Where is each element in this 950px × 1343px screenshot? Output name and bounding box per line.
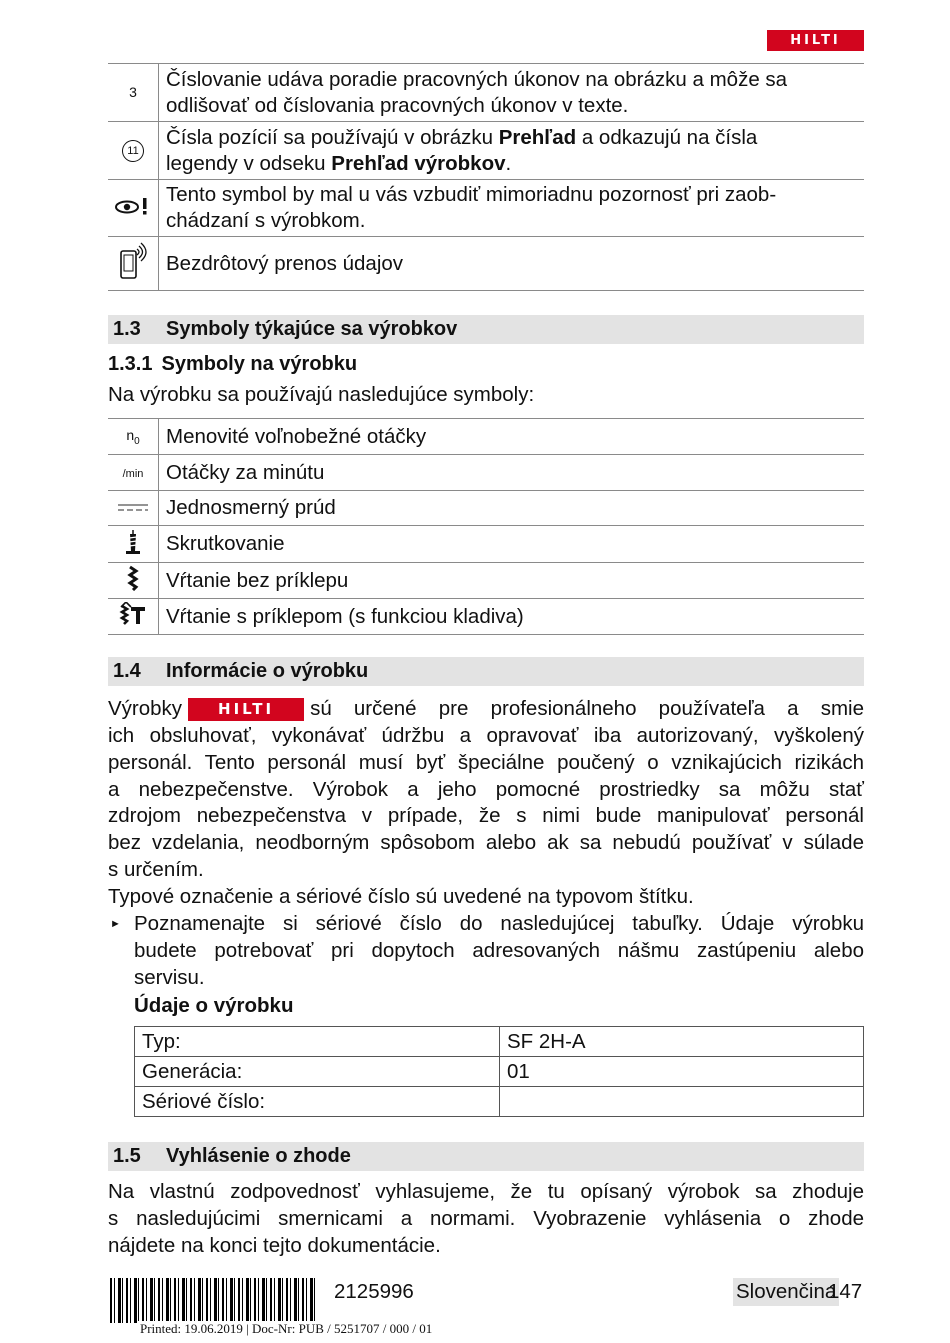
row-text: Vŕtanie s príklepom (s funkciou kladiva) <box>159 599 865 635</box>
table-row <box>108 122 864 180</box>
section-heading-1-4: 1.4 Informácie o výrobku <box>108 657 864 686</box>
row-text: odlišovať od číslovania pracovných úkonov v texte. <box>166 93 629 117</box>
info-line: personál. Tento personál musí byť špeciálne poučený o vznikajúcich rizikách <box>108 750 864 774</box>
info-line: a nebezpečenstve. Výrobok a jeho pomocné prostriedky sa môžu stať <box>108 777 864 801</box>
declaration-paragraph <box>108 1179 864 1259</box>
drilling-icon <box>108 563 159 599</box>
row-text: a odkazujú na čísla <box>576 125 758 149</box>
hammer-drilling-icon <box>108 599 159 635</box>
table-row <box>108 455 864 491</box>
cell-label: Typ: <box>135 1027 500 1057</box>
table-row <box>108 491 864 526</box>
cell-value: SF 2H-A <box>500 1027 864 1057</box>
section-heading-1-3: 1.3 Symboly týkajúce sa výrobkov <box>108 315 864 344</box>
cell-label: Sériové číslo: <box>135 1087 500 1117</box>
hilti-inline-logo: HILTI <box>188 698 304 721</box>
info-line: ich obsluhovať, vykonávať údržbu a opravovať iba autorizovaný, vyškolený <box>108 724 864 747</box>
position-number-icon: 11 <box>108 122 159 180</box>
product-data-table <box>134 1026 864 1117</box>
row-text: legendy v odseku <box>166 151 332 175</box>
table-row <box>108 419 864 455</box>
bullet-arrow-icon: ► <box>110 918 121 930</box>
print-info: Printed: 19.06.2019 | Doc-Nr: PUB / 5251707 / 000 / 01 <box>140 1321 433 1336</box>
wireless-phone-icon <box>108 237 159 291</box>
row-text: Menovité voľnobežné otáčky <box>159 419 865 455</box>
row-text: Otáčky za minútu <box>159 455 865 491</box>
info-line: bez vzdelania, neodborným spôsobom alebo ak sa nebudú používať v súlade <box>108 831 864 855</box>
doc-number: 2125996 <box>334 1280 414 1303</box>
row-text-bold: Prehľad <box>498 125 577 149</box>
info-line: zdrojom nebezpečenstva v prípade, že s nimi bude manipulovať personál <box>108 804 864 828</box>
info-lead: Výrobky <box>108 697 183 721</box>
row-text: Skrutkovanie <box>159 526 865 563</box>
table-row <box>135 1027 864 1057</box>
info-line: sú určené pre profesionálneho používateľa a smie <box>310 697 864 721</box>
language-label: Slovenčina <box>733 1278 839 1306</box>
intro-text: Na výrobku sa používajú nasledujúce symboly: <box>108 383 535 406</box>
decl-line: Na vlastnú zodpovednosť vyhlasujeme, že tu opísaný výrobok sa zhoduje <box>108 1180 864 1203</box>
table-row <box>108 563 864 599</box>
row-text: Jednosmerný prúd <box>159 491 865 526</box>
serial-number-field[interactable] <box>500 1087 864 1117</box>
row-text: Tento symbol by mal u vás vzbudiť mimoriadnu pozornosť pri zaob- <box>166 183 777 206</box>
table-row <box>108 526 864 563</box>
table-row <box>135 1057 864 1087</box>
table-row <box>108 237 864 291</box>
row-text: Číslovanie udáva poradie pracovných úkonov na obrázku a môže sa <box>166 67 788 91</box>
barcode <box>110 1278 315 1323</box>
hilti-logo: HILTI <box>767 30 864 51</box>
table-row <box>108 180 864 237</box>
no-load-speed-icon: $n_0$ <box>108 419 159 455</box>
row-text-bold: Prehľad výrobkov <box>331 151 506 175</box>
table-row <box>108 599 864 635</box>
table-row <box>135 1087 864 1117</box>
table-row <box>108 64 864 122</box>
decl-line: nájdete na konci tejto dokumentácie. <box>108 1233 441 1257</box>
section-heading-1-5: 1.5 Vyhlásenie o zhode <box>108 1142 864 1171</box>
direct-current-icon <box>108 491 159 526</box>
bullet-instruction: Poznamenajte si sériové číslo do nasledujúcej tabuľky. Údaje výrobku budete potrebovať pri dopytoch adresovaných nášmu zastúpeniu alebo servisu. <box>134 912 864 989</box>
row-text: Vŕtanie bez príklepu <box>159 563 865 599</box>
product-info-paragraph <box>108 696 864 911</box>
eye-attention-icon <box>108 180 159 237</box>
row-text: Čísla pozícií sa používajú v obrázku <box>166 125 499 149</box>
info-line: s určením. <box>108 857 204 881</box>
step-number-icon: 3 <box>108 64 159 122</box>
cell-value: 01 <box>500 1057 864 1087</box>
per-minute-icon: /min <box>108 455 159 491</box>
row-text: Bezdrôtový prenos údajov <box>166 251 404 275</box>
cell-label: Generácia: <box>135 1057 500 1087</box>
subsection-heading-1-3-1: 1.3.1 Symboly na výrobku <box>108 353 358 375</box>
row-text: . <box>505 151 512 175</box>
notation-symbols-table <box>108 63 864 291</box>
row-text: chádzaní s výrobkom. <box>166 209 366 232</box>
page-number: 147 <box>828 1280 863 1303</box>
product-data-title: Údaje o výrobku <box>134 994 294 1017</box>
product-symbols-table <box>108 418 864 635</box>
screwdriving-icon <box>108 526 159 563</box>
decl-line: s nasledujúcimi smernicami a normami. Vyobrazenie vyhlásenia o zhode <box>108 1206 864 1230</box>
type-plate-line: Typové označenie a sériové číslo sú uvedené na typovom štítku. <box>108 884 694 908</box>
